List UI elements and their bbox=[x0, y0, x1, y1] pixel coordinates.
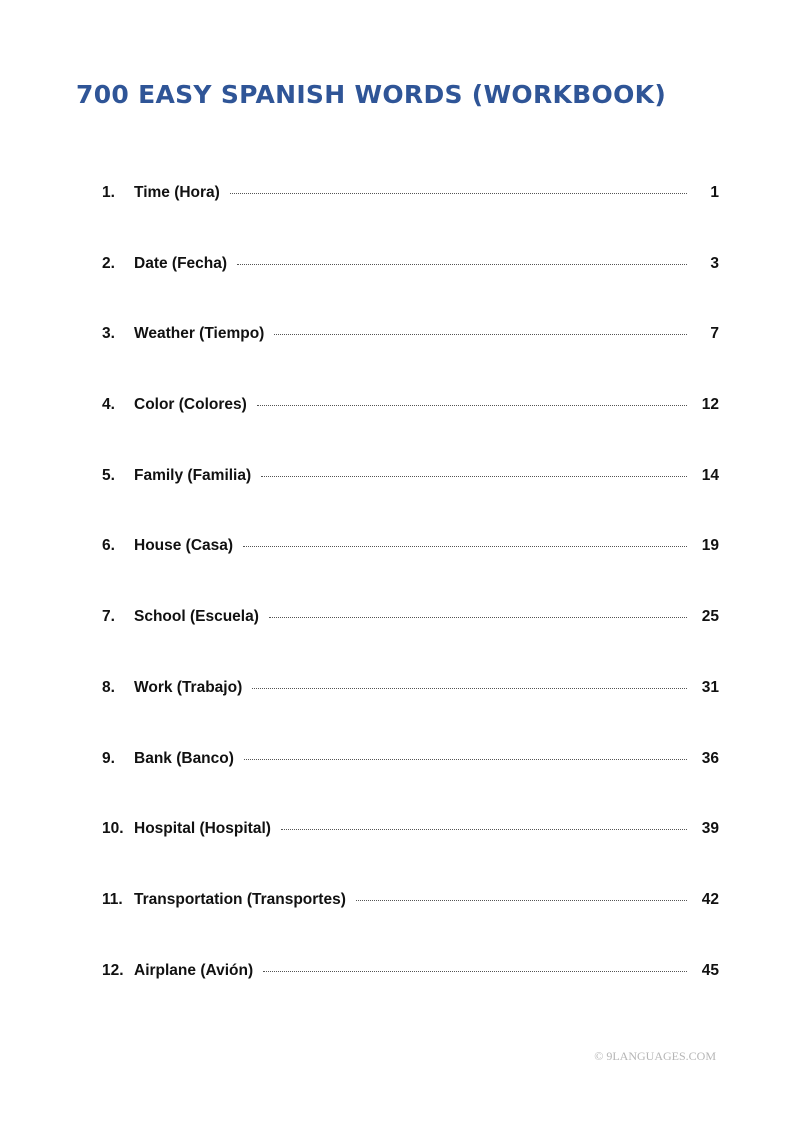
dot-leader bbox=[243, 546, 687, 547]
dot-leader bbox=[252, 688, 687, 689]
toc-entry[interactable] bbox=[102, 467, 719, 538]
toc-entry-label: Hospital (Hospital) bbox=[134, 820, 271, 838]
toc-entry[interactable] bbox=[102, 891, 719, 962]
dot-leader bbox=[257, 405, 687, 406]
toc-entry-page-number: 36 bbox=[701, 749, 719, 767]
copyright-notice: © 9LANGUAGES.COM bbox=[594, 1049, 716, 1063]
dot-leader bbox=[261, 476, 687, 477]
toc-entry-page-number: 12 bbox=[701, 396, 719, 414]
toc-entry-page-number: 19 bbox=[701, 537, 719, 555]
toc-entry-page-number: 39 bbox=[701, 820, 719, 838]
toc-entry[interactable] bbox=[102, 537, 719, 608]
dot-leader bbox=[281, 829, 687, 830]
table-of-contents bbox=[102, 184, 719, 1032]
toc-entry[interactable] bbox=[102, 255, 719, 326]
toc-entry-number: 7. bbox=[102, 608, 115, 626]
toc-entry-label: Transportation (Transportes) bbox=[134, 890, 346, 908]
dot-leader bbox=[269, 617, 687, 618]
toc-entry-page-number: 42 bbox=[701, 890, 719, 908]
toc-entry-number: 6. bbox=[102, 537, 115, 555]
dot-leader bbox=[244, 759, 687, 760]
toc-entry[interactable] bbox=[102, 679, 719, 750]
toc-entry[interactable] bbox=[102, 820, 719, 891]
toc-entry[interactable] bbox=[102, 608, 719, 679]
toc-entry-page-number: 1 bbox=[710, 184, 719, 201]
toc-entry-label: Work (Trabajo) bbox=[134, 678, 243, 696]
toc-entry-number: 2. bbox=[102, 254, 115, 272]
toc-entry-number: 10. bbox=[102, 820, 124, 838]
dot-leader bbox=[356, 900, 687, 901]
dot-leader bbox=[230, 193, 687, 194]
toc-entry[interactable] bbox=[102, 184, 719, 255]
toc-entry-label: Weather (Tiempo) bbox=[134, 325, 265, 343]
toc-entry-label: School (Escuela) bbox=[134, 608, 259, 626]
toc-entry[interactable] bbox=[102, 396, 719, 467]
toc-entry-number: 12. bbox=[102, 961, 124, 979]
dot-leader bbox=[263, 971, 687, 972]
toc-entry-page-number: 14 bbox=[701, 466, 719, 484]
toc-entry-number: 1. bbox=[102, 184, 115, 201]
toc-entry[interactable] bbox=[102, 750, 719, 821]
toc-entry-label: Family (Familia) bbox=[134, 466, 252, 484]
dot-leader bbox=[274, 334, 687, 335]
toc-entry-page-number: 25 bbox=[701, 608, 719, 626]
toc-entry-label: Color (Colores) bbox=[134, 396, 247, 414]
toc-entry[interactable] bbox=[102, 325, 719, 396]
toc-entry-label: Date (Fecha) bbox=[134, 254, 228, 272]
toc-entry-number: 8. bbox=[102, 678, 115, 696]
toc-entry[interactable] bbox=[102, 962, 719, 1033]
toc-entry-page-number: 31 bbox=[701, 678, 719, 696]
toc-entry-label: Airplane (Avión) bbox=[134, 961, 254, 979]
page-title: 700 EASY SPANISH WORDS (WORKBOOK) bbox=[76, 80, 667, 109]
toc-entry-number: 3. bbox=[102, 325, 115, 343]
toc-entry-label: Bank (Banco) bbox=[134, 749, 234, 767]
dot-leader bbox=[237, 264, 687, 265]
toc-entry-number: 5. bbox=[102, 466, 115, 484]
toc-entry-page-number: 45 bbox=[701, 961, 719, 979]
toc-entry-number: 11. bbox=[102, 890, 123, 908]
toc-entry-page-number: 7 bbox=[710, 325, 719, 343]
toc-entry-page-number: 3 bbox=[710, 254, 719, 272]
toc-entry-number: 4. bbox=[102, 396, 115, 414]
toc-entry-number: 9. bbox=[102, 749, 115, 767]
toc-entry-label: Time (Hora) bbox=[134, 184, 220, 201]
toc-entry-label: House (Casa) bbox=[134, 537, 234, 555]
